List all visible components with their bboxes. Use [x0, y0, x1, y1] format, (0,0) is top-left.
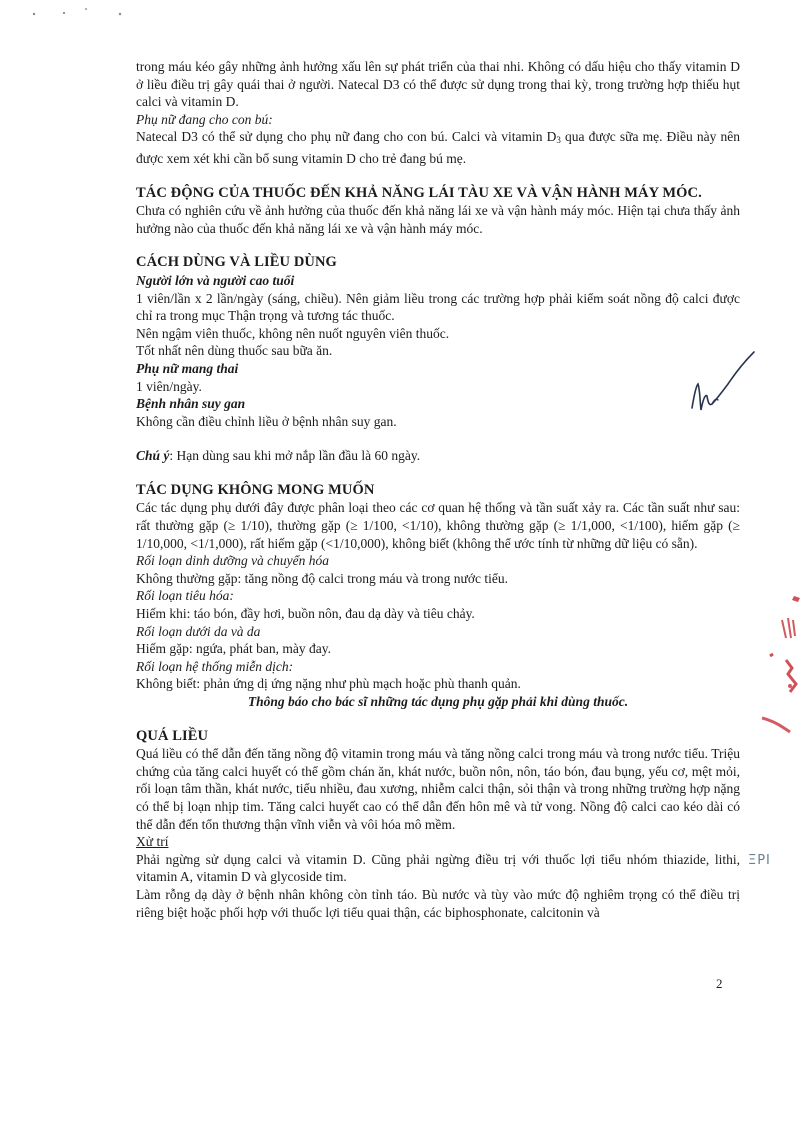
overdose-text: Quá liều có thể dẫn đến tăng nồng độ vitamin trong máu và tăng nồng calci trong máu và trong nước tiểu. Triệu chứng của tăng calci huyết có thể gồm chán ăn, khát nước, buồn nôn, nôn, táo bón, đau bụng, yếu cơ, mệt mỏi, rối loạn tâm thần, khát nước, tiểu nhiều, đau xương, nhiễm calci thận, sỏi thận và trong những trường hợp nặng có thể bị loạn nhịp tim. Tăng calci huyết cao có thể dẫn đến hôn mê và tử vong. Nồng độ calci cao kéo dài có thể dẫn đến tổn thương thận vĩnh viễn và vôi hóa mô mềm. [136, 746, 740, 832]
side-effect-group-title: Rối loạn dinh dưỡng và chuyển hóa [136, 553, 330, 569]
breastfeeding-text [136, 128, 740, 167]
adults-advice-2: Tốt nhất nên dùng thuốc sau bữa ăn. [136, 343, 333, 359]
note-label: Chú ý [136, 448, 170, 464]
page-number: 2 [716, 976, 723, 991]
side-effect-group-text: Hiếm khi: táo bón, đầy hơi, buồn nôn, đau dạ dày và tiêu chảy. [136, 606, 475, 622]
side-effects-intro: Các tác dụng phụ dưới đây được phân loại theo các cơ quan hệ thống và tần suất xảy ra. Các tần suất như sau: rất thường gặp (≥ 1/10), thường gặp (≥ 1/100, <1/10), không thường gặp (≥ 1/1,000, <1/100), hiếm gặp (≥ 1/10,000, <1/1,000), rất hiếm gặp (<1/10,000), không biết (không thể ước tính từ những dữ liệu có sẵn). [136, 500, 740, 551]
breastfeeding-text-b: qua được sữa mẹ. Điều này nên được xem xét khi cần bổ sung vitamin D cho trẻ đang bú mẹ. [136, 129, 740, 166]
adults-advice-1: Nên ngậm viên thuốc, không nên nuốt nguyên viên thuốc. [136, 325, 450, 341]
note-paragraph [136, 447, 740, 465]
adults-dose-text: 1 viên/lần x 2 lần/ngày (sáng, chiều). Nên giảm liều trong các trường hợp phải kiểm soát nồng độ calci được chỉ ra trong mục Thận trọng và tương tác thuốc. [136, 290, 740, 324]
liver-dose-text: Không cần điều chỉnh liều ở bệnh nhân suy gan. [136, 413, 397, 429]
breastfeeding-text-a: Natecal D3 có thể sử dụng cho phụ nữ đang cho con bú. Calci và vitamin D [136, 129, 557, 145]
breastfeeding-heading: Phụ nữ đang cho con bú: [136, 111, 273, 127]
pregnant-dose-text: 1 viên/ngày. [136, 378, 202, 394]
treatment-text-2: Làm rỗng dạ dày ở bệnh nhân không còn tỉnh táo. Bù nước và tùy vào mức độ nghiêm trọng có thể điều trị riêng biệt hoặc phối hợp với thuốc lợi tiểu quai thận, các biphosphonate, calcitonin và [136, 886, 740, 920]
note-text: : Hạn dùng sau khi mở nắp lần đầu là 60 ngày. [169, 448, 421, 464]
red-stamp-fragment [760, 590, 800, 740]
pregnant-heading: Phụ nữ mang thai [136, 360, 239, 376]
dosage-section-title: CÁCH DÙNG VÀ LIỀU DÙNG [136, 254, 337, 271]
side-effect-group-title: Rối loạn hệ thống miễn dịch: [136, 658, 294, 674]
liver-heading: Bệnh nhân suy gan [136, 396, 246, 412]
driving-section-title: TÁC ĐỘNG CỦA THUỐC ĐẾN KHẢ NĂNG LÁI TÀU XE VÀ VẬN HÀNH MÁY MÓC. [136, 184, 702, 201]
breastfeeding-subscript: 3 [556, 135, 561, 146]
scan-artifact-dots [0, 0, 140, 30]
side-effects-section-title: TÁC DỤNG KHÔNG MONG MUỐN [136, 481, 375, 498]
side-effect-group-title: Rối loạn dưới da và da [136, 623, 261, 639]
side-effects-notice: Thông báo cho bác sĩ những tác dụng phụ gặp phải khi dùng thuốc. [247, 694, 629, 709]
side-effect-group-text: Không thường gặp: tăng nồng độ calci trong máu và trong nước tiểu. [136, 570, 508, 586]
driving-text: Chưa có nghiên cứu về ảnh hưởng của thuốc đến khả năng lái xe và vận hành máy móc. Hiện tại chưa thấy ảnh hưởng nào của thuốc đến khả năng lái xe và vận hành máy móc. [136, 203, 740, 236]
side-effect-group-text: Không biết: phản ứng dị ứng nặng như phù mạch hoặc phù thanh quản. [136, 676, 521, 692]
cropped-stamp-text: ΞΡΙ [748, 853, 771, 868]
handwritten-signature [688, 350, 758, 422]
side-effect-group-text: Hiếm gặp: ngứa, phát ban, mày đay. [136, 641, 332, 657]
overdose-section-title: QUÁ LIỀU [136, 727, 209, 744]
side-effect-group-title: Rối loạn tiêu hóa: [136, 588, 234, 604]
treatment-heading: Xử trí [136, 834, 169, 850]
pregnancy-continued-text: trong máu kéo gây những ảnh hưởng xấu lên sự phát triển của thai nhi. Không có dấu hiệu cho thấy vitamin D ở liều điều trị gây quái thai ở người. Natecal D3 có thể được sử dụng trong thai kỳ, trong trường hợp thiếu hụt calci và vitamin D. [136, 59, 740, 110]
treatment-text-1: Phải ngừng sử dụng calci và vitamin D. Cũng phải ngừng điều trị với thuốc lợi tiểu nhóm thiazide, lithi, vitamin A, vitamin D và glycoside tim. [136, 851, 740, 885]
page-content [136, 58, 740, 921]
adults-heading: Người lớn và người cao tuổi [136, 272, 295, 288]
